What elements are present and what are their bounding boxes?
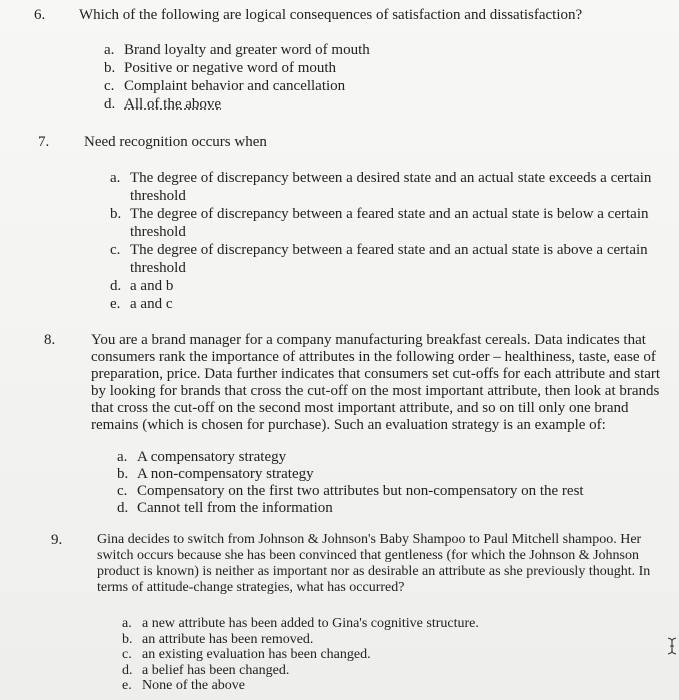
list-item: d. Cannot tell from the information (117, 500, 333, 516)
question-9-text: Gina decides to switch from Johnson & Johnson's Baby Shampoo to Paul Mitchell shampoo. Her switch occurs because she has been convinced that gentleness (for which the Johnson & Johnson product is known) is neither as important nor as desirable an attribute as she previously thought. In terms of attitude-change strategies, what has occurred? (97, 532, 651, 595)
list-item: c. Compensatory on the first two attributes but non-compensatory on the rest (117, 483, 584, 499)
text-cursor-icon (666, 637, 678, 655)
question-9-options (122, 616, 662, 694)
question-8-text: You are a brand manager for a company manufacturing breakfast cereals. Data indicates that consumers rank the importance of attributes in the following order – healthiness, taste, ease of preparation, price. Data further indicates that consumers set cut-offs for each attribute and start by looking for brands that cross the cut-off on the most important attribute, then look at brands that cross the cut-off on the second most important attribute, and so on till only one brand remains (which is chosen for purchase). Such an evaluation strategy is an example of: (91, 332, 661, 433)
question-9-number: 9. (51, 532, 63, 548)
question-7-text: Need recognition occurs when (84, 134, 267, 150)
list-item: c. Complaint behavior and cancellation (104, 78, 346, 94)
list-item: d. All of the above (104, 96, 222, 112)
list-item: e. None of the above (122, 678, 246, 693)
question-7-number: 7. (38, 134, 50, 150)
question-8-options (117, 449, 667, 517)
list-item: c. The degree of discrepancy between a feared state and an actual state is above a certain threshold (110, 242, 648, 276)
list-item: d. a belief has been changed. (122, 662, 290, 678)
list-item: b. A non-compensatory strategy (117, 466, 314, 482)
list-item: e. a and c (110, 296, 173, 312)
list-item: a. The degree of discrepancy between a desired state and an actual state exceeds a certain threshold (110, 170, 652, 204)
list-item: a. Brand loyalty and greater word of mouth (104, 42, 370, 58)
list-item: d. a and b (110, 278, 174, 294)
question-6-number: 6. (34, 7, 46, 23)
list-item: a. a new attribute has been added to Gina's cognitive structure. (122, 616, 479, 631)
list-item: b. The degree of discrepancy between a feared state and an actual state is below a certain threshold (110, 206, 649, 240)
list-item: b. Positive or negative word of mouth (104, 60, 337, 76)
question-6-options (104, 41, 664, 113)
list-item: a. A compensatory strategy (117, 449, 287, 465)
question-6-text: Which of the following are logical consequences of satisfaction and dissatisfaction? (79, 7, 583, 23)
list-item: b. an attribute has been removed. (122, 631, 314, 647)
list-item: c. an existing evaluation has been changed. (122, 647, 371, 662)
question-8-number: 8. (44, 332, 56, 348)
question-7-options (110, 169, 666, 313)
